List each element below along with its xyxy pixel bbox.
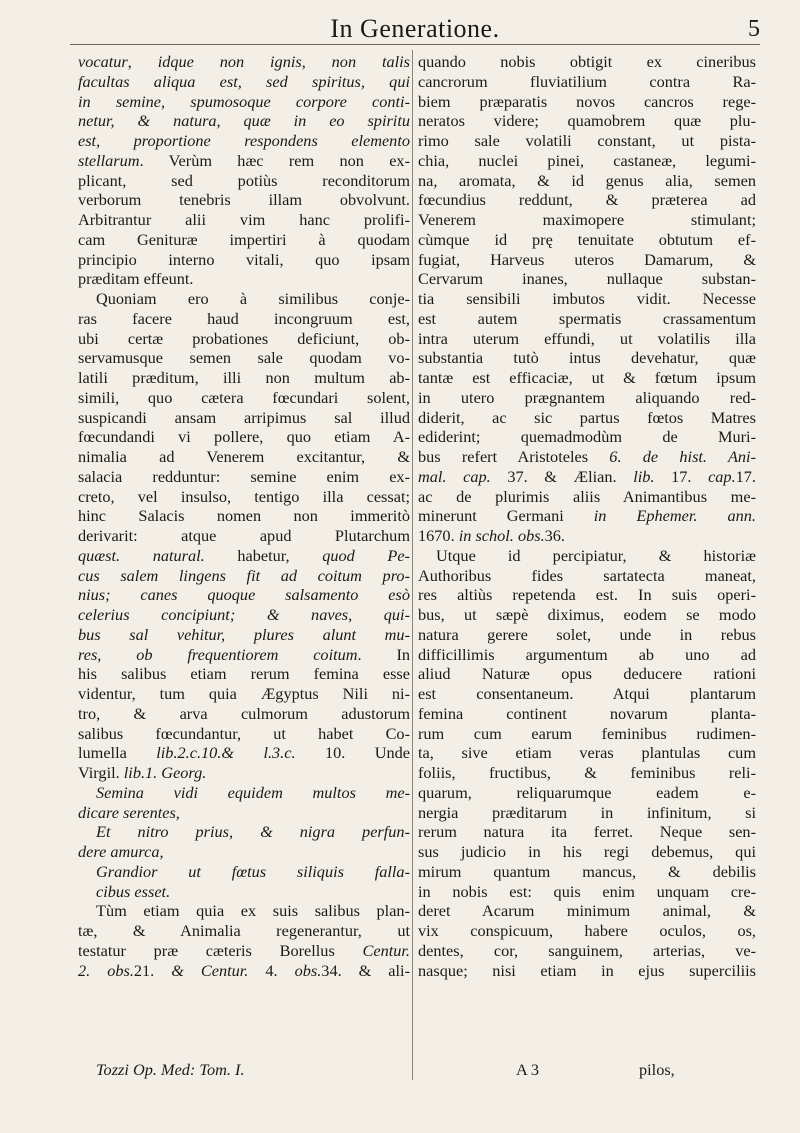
text-run: 1670. xyxy=(418,526,459,545)
text-line xyxy=(418,842,756,862)
text-line xyxy=(418,289,756,309)
text-line xyxy=(418,921,756,941)
text-run: 17. xyxy=(735,466,756,486)
text-run: est autem spermatis crassamentum xyxy=(418,308,756,328)
text-line xyxy=(78,882,410,902)
catchword: pilos, xyxy=(639,1060,675,1079)
text-run: Quoniam xyxy=(96,289,188,308)
text-line xyxy=(418,566,756,586)
text-run: lib.1. Georg. xyxy=(123,763,207,782)
text-line xyxy=(418,763,756,783)
text-run: , xyxy=(127,52,158,71)
text-run: fœcundius reddunt, & præterea ad xyxy=(418,190,756,210)
text-run: intra uterum effundi, ut volatilis illa xyxy=(418,328,756,348)
text-line xyxy=(418,961,756,981)
text-line xyxy=(78,921,410,941)
text-run: quarum, reliquarumque eadem e- xyxy=(418,782,756,802)
text-run: latili præditum, illi non multum ab- xyxy=(78,368,410,387)
text-run: hinc Salacis nomen non immeritò xyxy=(78,506,410,526)
text-run: dicare serentes, xyxy=(78,802,180,822)
text-line xyxy=(418,111,756,131)
text-line xyxy=(418,882,756,902)
text-run: principio interno vitali, quo ipsam xyxy=(78,249,410,269)
text-line xyxy=(78,704,410,724)
text-run: in utero prægnantem aliquando red- xyxy=(418,387,756,407)
text-line xyxy=(78,901,410,921)
text-run: ras facere haud incongruum est, xyxy=(78,308,410,328)
text-run: suspicandi ansam arripimus sal illud xyxy=(78,407,410,427)
text-run: diderit, ac sic partus fœtos Matres xyxy=(418,407,756,427)
text-line xyxy=(418,704,756,724)
text-line xyxy=(78,447,410,467)
text-run: substantia tutò intus devehatur, quæ xyxy=(418,348,756,368)
text-run: res altiùs repetenda est. In suis operi- xyxy=(418,585,756,605)
text-line xyxy=(418,625,756,645)
text-line xyxy=(78,408,410,428)
text-run: Utque id percipiatur, & historiæ xyxy=(436,545,756,565)
text-line xyxy=(418,664,756,684)
text-run: sus judicio in his regi debemus, qui xyxy=(418,842,756,861)
text-run: mal. cap. xyxy=(418,466,491,486)
text-line xyxy=(418,329,756,349)
text-line xyxy=(78,625,410,645)
text-run: ubi certæ probationes deficiunt, ob- xyxy=(78,328,410,348)
text-run: lib. xyxy=(633,466,655,486)
text-run: non talis xyxy=(331,52,411,71)
text-line xyxy=(418,131,756,151)
text-line xyxy=(418,506,756,526)
text-line xyxy=(78,487,410,507)
text-line xyxy=(78,842,410,862)
text-run: servamusque semen sale quodam vo- xyxy=(78,348,410,368)
text-run: dentes, cor, sanguinem, arterias, ve- xyxy=(418,940,756,960)
text-run: simili, quo cætera fœcundari solent, xyxy=(78,387,410,407)
text-run: difficillimis argumentum ab uno ad xyxy=(418,644,756,664)
text-line xyxy=(78,368,410,388)
text-run: minerunt Germani xyxy=(418,506,594,526)
text-run: biem præparatis novos cancros rege- xyxy=(418,91,756,111)
text-run: vocatur xyxy=(78,52,128,71)
text-line xyxy=(418,941,756,961)
text-run: his salibus etiam rerum femina esse xyxy=(78,664,410,684)
text-run: femina continent novarum planta- xyxy=(418,703,756,723)
text-line xyxy=(78,289,410,309)
text-line xyxy=(418,269,756,289)
text-run: tæ, & Animalia regenerantur, ut xyxy=(78,921,410,940)
text-line xyxy=(78,111,410,131)
text-run: testatur præ cæteris Borellus xyxy=(78,940,363,960)
text-run: netur, & natura, quæ in eo spiritu xyxy=(78,111,410,131)
text-run: creto, vel insulso, tentigo illa cessat; xyxy=(78,486,410,506)
text-run: deret Acarum minimum animal, & xyxy=(418,901,756,921)
text-run: in semine, spumosoque corpore conti- xyxy=(78,91,410,111)
text-line xyxy=(418,803,756,823)
text-line xyxy=(418,526,756,546)
text-run: in nobis est: quis enim unquam cre- xyxy=(418,881,756,901)
text-line xyxy=(78,941,410,961)
text-run: plicant, sed potiùs reconditorum xyxy=(78,170,410,190)
text-run: Semina vidi equidem multos me- xyxy=(96,782,410,802)
text-run: Authoribus fides sartatecta maneat, xyxy=(418,565,756,585)
text-run: . Verùm hæc rem non ex- xyxy=(139,150,410,170)
text-run: cus salem lingens fit ad coitum pro- xyxy=(78,565,410,585)
header-rule xyxy=(70,44,760,45)
text-run: 4. xyxy=(248,960,295,980)
text-line xyxy=(418,783,756,803)
text-run: nius; canes quoque salsamento esò xyxy=(78,585,410,605)
text-run: rerum natura ita ferret. Neque sen- xyxy=(418,822,756,842)
text-line xyxy=(78,862,410,882)
text-line xyxy=(78,131,410,151)
text-line xyxy=(418,309,756,329)
text-run: 2. obs. xyxy=(78,960,134,980)
text-run: bus, ut sæpè diximus, eodem se modo xyxy=(418,605,756,624)
text-run: ediderint; quemadmodùm de Muri- xyxy=(418,427,756,447)
text-line xyxy=(418,724,756,744)
text-run: cancrorum fluviatilium contra Ra- xyxy=(418,71,756,91)
text-line xyxy=(418,408,756,428)
text-line xyxy=(418,467,756,487)
text-run: bus sal vehitur, plures alunt mu- xyxy=(78,624,410,644)
text-run: . In xyxy=(357,644,411,664)
text-run: fœcundandi vi pollere, quo etiam A- xyxy=(78,427,410,447)
footer-book-title: Tozzi Op. Med: Tom. I. xyxy=(96,1060,245,1079)
text-line xyxy=(78,566,410,586)
text-run: & Centur. xyxy=(171,960,249,980)
text-run: vix conspicuum, habere oculos, os, xyxy=(418,921,756,940)
text-line xyxy=(78,822,410,842)
text-line xyxy=(78,684,410,704)
text-line xyxy=(418,92,756,112)
text-line xyxy=(418,585,756,605)
text-line xyxy=(418,487,756,507)
text-run: 17. xyxy=(654,466,709,486)
text-line xyxy=(418,605,756,625)
text-run: rimo sale volatili constant, ut pista- xyxy=(418,131,756,150)
text-run: in schol. obs. xyxy=(458,526,545,545)
text-line xyxy=(78,92,410,112)
text-run: fugiat, Harveus uteros Damarum, & xyxy=(418,249,756,269)
left-column xyxy=(78,52,410,980)
text-line xyxy=(418,348,756,368)
text-line xyxy=(418,190,756,210)
text-run: cam Genituræ impertiri à quodam xyxy=(78,229,410,249)
text-line xyxy=(418,368,756,388)
text-run: cap. xyxy=(708,466,736,486)
text-run: facultas aliqua est, sed spiritus, qui xyxy=(78,71,410,91)
text-run: quæst. natural. xyxy=(78,545,205,565)
text-line xyxy=(418,151,756,171)
text-run: aliud Naturæ opus deducere rationi xyxy=(418,664,756,684)
text-line xyxy=(78,151,410,171)
text-line xyxy=(78,52,410,72)
text-run: est consentaneum. Atqui plantarum xyxy=(418,684,756,703)
text-run: præditam effe xyxy=(78,269,169,289)
text-line xyxy=(418,210,756,230)
text-line xyxy=(418,427,756,447)
text-line xyxy=(78,348,410,368)
text-line xyxy=(418,822,756,842)
signature-mark: A 3 xyxy=(516,1060,540,1079)
text-run: Tùm etiam quia ex suis salibus plan- xyxy=(96,901,410,921)
text-run: chia, nuclei pinei, castaneæ, legumi- xyxy=(418,150,756,170)
text-run: neratos videre; quamobrem quæ plu- xyxy=(418,111,756,131)
text-line xyxy=(78,190,410,210)
page-title: In Generatione. xyxy=(330,14,500,43)
text-run: 37. & Ælian. xyxy=(490,466,634,486)
text-run: cibus esset. xyxy=(96,881,171,901)
text-run: salibus fœcundantur, ut habet Co- xyxy=(78,723,410,743)
right-column xyxy=(418,52,756,980)
text-line xyxy=(78,605,410,625)
text-run: Venerem maximopere stimulant; xyxy=(418,210,756,229)
text-line xyxy=(78,72,410,92)
text-line xyxy=(418,171,756,191)
text-run: obs. xyxy=(294,960,322,980)
text-run: unt. xyxy=(168,269,194,289)
text-line xyxy=(418,901,756,921)
text-run: stellarum xyxy=(78,150,140,170)
text-run: nimalia ad Venerem excitantur, & xyxy=(78,447,410,466)
text-run: nergia præditarum in infinitum, si xyxy=(418,802,756,822)
text-line xyxy=(78,250,410,270)
text-line xyxy=(78,546,410,566)
text-run: res, ob frequentiorem coitum xyxy=(78,644,358,664)
text-line xyxy=(418,546,756,566)
text-run: ero à similibus conje- xyxy=(187,289,410,308)
text-run: ac de plurimis aliis Animantibus me- xyxy=(418,486,756,506)
text-run: Grandior ut fœtus siliquis falla- xyxy=(96,861,410,881)
text-run: ta, sive etiam veras plantulas cum xyxy=(418,743,756,763)
text-run: 36. xyxy=(544,526,565,545)
text-line xyxy=(418,447,756,467)
text-run: verborum tenebris illam obvolvunt. xyxy=(78,190,410,210)
column-divider xyxy=(412,50,413,1080)
text-run: Et nitro prius, & nigra perfun- xyxy=(96,822,410,842)
text-run: cùmque id prę tenuitate obtutum ef- xyxy=(418,229,756,249)
text-line xyxy=(78,467,410,487)
text-run: salacia redduntur: semine enim ex- xyxy=(78,466,410,486)
text-run: 21. xyxy=(133,960,172,980)
text-line xyxy=(78,743,410,763)
text-line xyxy=(78,645,410,665)
text-line xyxy=(78,961,410,981)
text-line xyxy=(418,52,756,72)
text-line xyxy=(78,526,410,546)
text-run: quod Pe- xyxy=(322,545,410,565)
text-run: tro, & arva culmorum adustorum xyxy=(78,703,410,723)
text-run: Cervarum inanes, nullaque substan- xyxy=(418,269,756,289)
text-run: nasque; nisi etiam in ejus superciliis xyxy=(418,960,756,980)
text-line xyxy=(418,230,756,250)
text-line xyxy=(78,210,410,230)
text-line xyxy=(78,664,410,684)
text-run: habetur, xyxy=(204,545,323,565)
text-line xyxy=(418,862,756,882)
text-line xyxy=(418,645,756,665)
text-run: lumella xyxy=(78,743,157,763)
text-run: tantæ est efficaciæ, ut & fœtum ipsum xyxy=(418,368,756,387)
running-head xyxy=(70,14,760,44)
text-line xyxy=(418,72,756,92)
text-run: bus refert Aristoteles xyxy=(418,447,610,466)
text-run: videntur, tum quia Ægyptus Nili ni- xyxy=(78,684,410,703)
text-run: 6. de hist. Ani- xyxy=(609,447,756,466)
text-run: rum cum earum feminibus rudimen- xyxy=(418,723,756,743)
text-run: lib.2.c.10.& l.3.c. xyxy=(156,743,296,763)
text-line xyxy=(78,783,410,803)
text-run: 34. & ali- xyxy=(321,960,410,980)
text-run: natura gerere solet, unde in rebus xyxy=(418,624,756,644)
text-run: 10. Unde xyxy=(295,743,410,763)
text-line xyxy=(418,743,756,763)
text-run: derivarit: atque apud Plutarchum xyxy=(78,526,410,545)
text-line xyxy=(78,230,410,250)
text-run: celerius concipiunt; & naves, qui- xyxy=(78,605,410,624)
text-run: mirum quantum mancus, & debilis xyxy=(418,861,756,881)
text-line xyxy=(78,309,410,329)
text-line xyxy=(418,684,756,704)
text-run: est, proportione respondens elemento xyxy=(78,131,410,150)
text-run: na, aromata, & id genus alia, semen xyxy=(418,170,756,190)
text-run: in Ephemer. ann. xyxy=(593,506,756,526)
text-line xyxy=(418,250,756,270)
text-line xyxy=(78,724,410,744)
text-line xyxy=(78,803,410,823)
text-run: Centur. xyxy=(362,940,410,960)
text-line xyxy=(418,388,756,408)
text-line xyxy=(78,585,410,605)
text-line xyxy=(78,427,410,447)
text-run: tia sensibili imbutos vidit. Necesse xyxy=(418,289,756,308)
text-line xyxy=(78,329,410,349)
text-run: Virgil. xyxy=(78,763,124,782)
text-run: Arbitrantur alii vim hanc prolifi- xyxy=(78,210,410,229)
text-run: quando nobis obtigit ex cineribus xyxy=(418,52,756,71)
text-line xyxy=(78,506,410,526)
text-line xyxy=(78,388,410,408)
page-number: 5 xyxy=(748,16,760,42)
text-run: , xyxy=(301,52,332,71)
text-line xyxy=(78,269,410,289)
text-line xyxy=(78,763,410,783)
text-line xyxy=(78,171,410,191)
text-run: foliis, fructibus, & feminibus reli- xyxy=(418,763,756,782)
text-run: idque non ignis xyxy=(157,52,302,71)
text-run: dere amurca, xyxy=(78,842,164,861)
